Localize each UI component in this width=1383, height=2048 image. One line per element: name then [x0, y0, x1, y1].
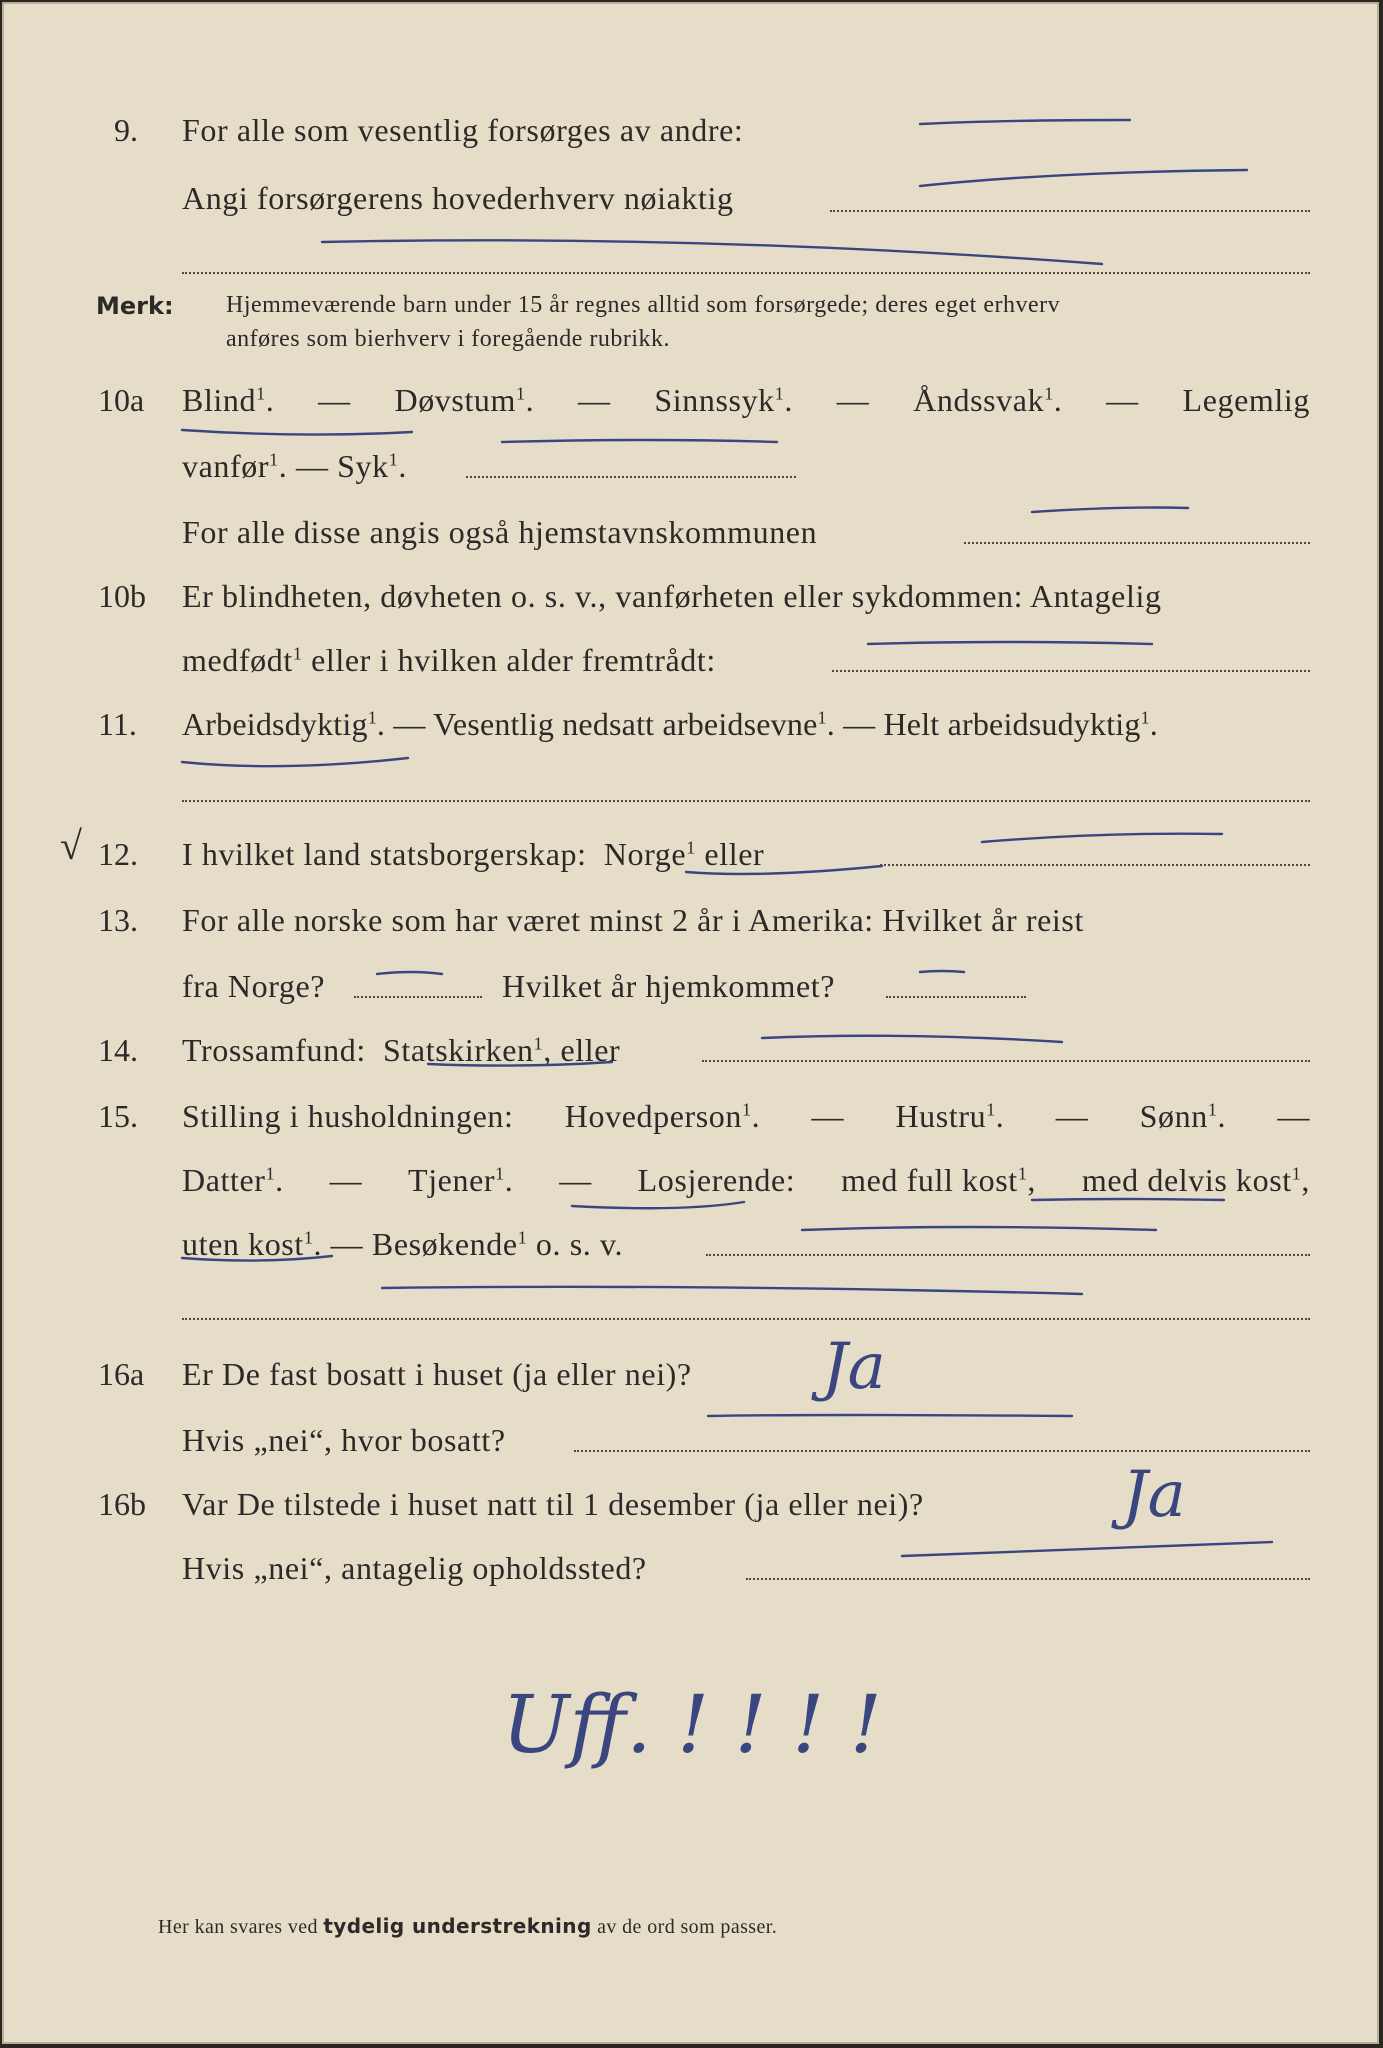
- q16a-line1: Er De fast bosatt i huset (ja eller nei)?: [182, 1356, 692, 1392]
- underline-uten-kost: [182, 1256, 332, 1261]
- q16b-line2: Hvis „nei“, antagelig opholdssted?: [182, 1550, 647, 1586]
- question-number: 16a: [98, 1356, 145, 1392]
- q13-line2a: fra Norge?: [182, 968, 326, 1004]
- question-number: 15.: [98, 1098, 138, 1134]
- question-number: 10a: [98, 382, 145, 418]
- pen-dash: [868, 642, 1152, 644]
- q10b-line2: medfødt$^1$ eller i hvilken alder fremtrådt:: [182, 642, 716, 678]
- margin-check-mark: √: [60, 823, 82, 868]
- merk-label: Merk:: [96, 292, 174, 320]
- question-number: 14.: [98, 1032, 138, 1068]
- dash: —: [578, 382, 611, 418]
- underline-statskirken: [428, 1062, 612, 1066]
- q10a-line3: For alle disse angis også hjemstavnskommunen: [182, 514, 818, 550]
- q9-line2: Angi forsørgerens hovederhverv nøiaktig: [182, 180, 734, 216]
- handwritten-answer-16b: Ja: [1122, 1458, 1186, 1532]
- option-legemlig: Legemlig: [1182, 382, 1310, 418]
- handwritten-answer-16a: Ja: [822, 1330, 886, 1404]
- census-form-page: [2, 2, 1379, 2044]
- q14-line: Trossamfund: Statskirken$^1$, eller: [182, 1032, 621, 1068]
- q11-options: Arbeidsdyktig$^1$. — Vesentlig nedsatt arbeidsevne$^1$. — Helt arbeidsudyktig$^1$.: [182, 706, 1158, 742]
- pen-dash: [762, 1036, 1062, 1042]
- pen-dash: [708, 1415, 1072, 1416]
- q15-line2: Datter$^1$. — Tjener$^1$. — Losjerende: med full kost$^1$, med delvis kost$^1$,: [182, 1162, 1310, 1198]
- question-number: 10b: [98, 578, 146, 614]
- pen-dash: [920, 971, 964, 972]
- q15-line3: uten kost$^1$. — Besøkende$^1$ o. s. v.: [182, 1226, 624, 1262]
- footnote: Her kan svares ved tydelig understrekning av de ord som passer.: [158, 1914, 778, 1938]
- option-dovstum: Døvstum$^1$.: [394, 382, 535, 418]
- q12-line: I hvilket land statsborgerskap: Norge$^1$ eller: [182, 836, 765, 872]
- pen-dash: [982, 834, 1222, 842]
- q16b-line1: Var De tilstede i huset natt til 1 desember (ja eller nei)?: [182, 1486, 924, 1522]
- question-number: 13.: [98, 902, 138, 938]
- q10b-line1: Er blindheten, døvheten o. s. v., vanførheten eller sykdommen: Antagelig: [182, 578, 1162, 614]
- question-number: 16b: [98, 1486, 146, 1522]
- pen-dash: [920, 170, 1247, 186]
- q16a-line2: Hvis „nei“, hvor bosatt?: [182, 1422, 506, 1458]
- q9-line1: For alle som vesentlig forsørges av andre:: [182, 112, 744, 148]
- question-number: 11.: [98, 706, 137, 742]
- pen-annotations: [2, 2, 1379, 2044]
- underline-med-delvis-kost: [1032, 1199, 1224, 1200]
- q13-line1: For alle norske som har været minst 2 år i Amerika: Hvilket år reist: [182, 902, 1084, 938]
- dash: —: [318, 382, 351, 418]
- merk-line1: Hjemmeværende barn under 15 år regnes alltid som forsørgede; deres eget erhverv: [226, 292, 1061, 318]
- pen-dash: [802, 1227, 1156, 1230]
- dash: —: [836, 382, 870, 418]
- option-blind: Blind$^1$.: [182, 382, 275, 418]
- question-number: 9.: [114, 112, 138, 148]
- pen-dash: [920, 120, 1130, 124]
- pen-dash: [377, 972, 442, 974]
- dash: —: [1106, 382, 1139, 418]
- pen-dash: [322, 240, 1102, 264]
- merk-line2: anføres som bierhverv i foregående rubrikk.: [226, 326, 671, 352]
- pen-dash: [382, 1287, 1082, 1294]
- q13-line2b: Hvilket år hjemkommet?: [502, 968, 836, 1004]
- pen-dash: [902, 1542, 1272, 1556]
- underline-norge: [686, 866, 882, 874]
- option-sinnssyk: Sinnssyk$^1$.: [654, 382, 794, 418]
- q15-line1: Stilling i husholdningen: Hovedperson$^1$. — Hustru$^1$. — Sønn$^1$. —: [182, 1098, 1310, 1134]
- pen-dash: [1032, 508, 1188, 513]
- underline-arbeidsdyktig: [182, 758, 408, 766]
- q10a-line2: vanfør$^1$. — Syk$^1$.: [182, 448, 407, 484]
- underline-losjerende: [572, 1202, 744, 1208]
- handwritten-bottom-note: Uff. ! ! ! !: [502, 1678, 882, 1771]
- underline-vanfor: [182, 430, 412, 435]
- question-number: 12.: [98, 836, 138, 872]
- option-andssvak: Åndssvak$^1$.: [913, 382, 1063, 418]
- pen-dash: [502, 440, 777, 442]
